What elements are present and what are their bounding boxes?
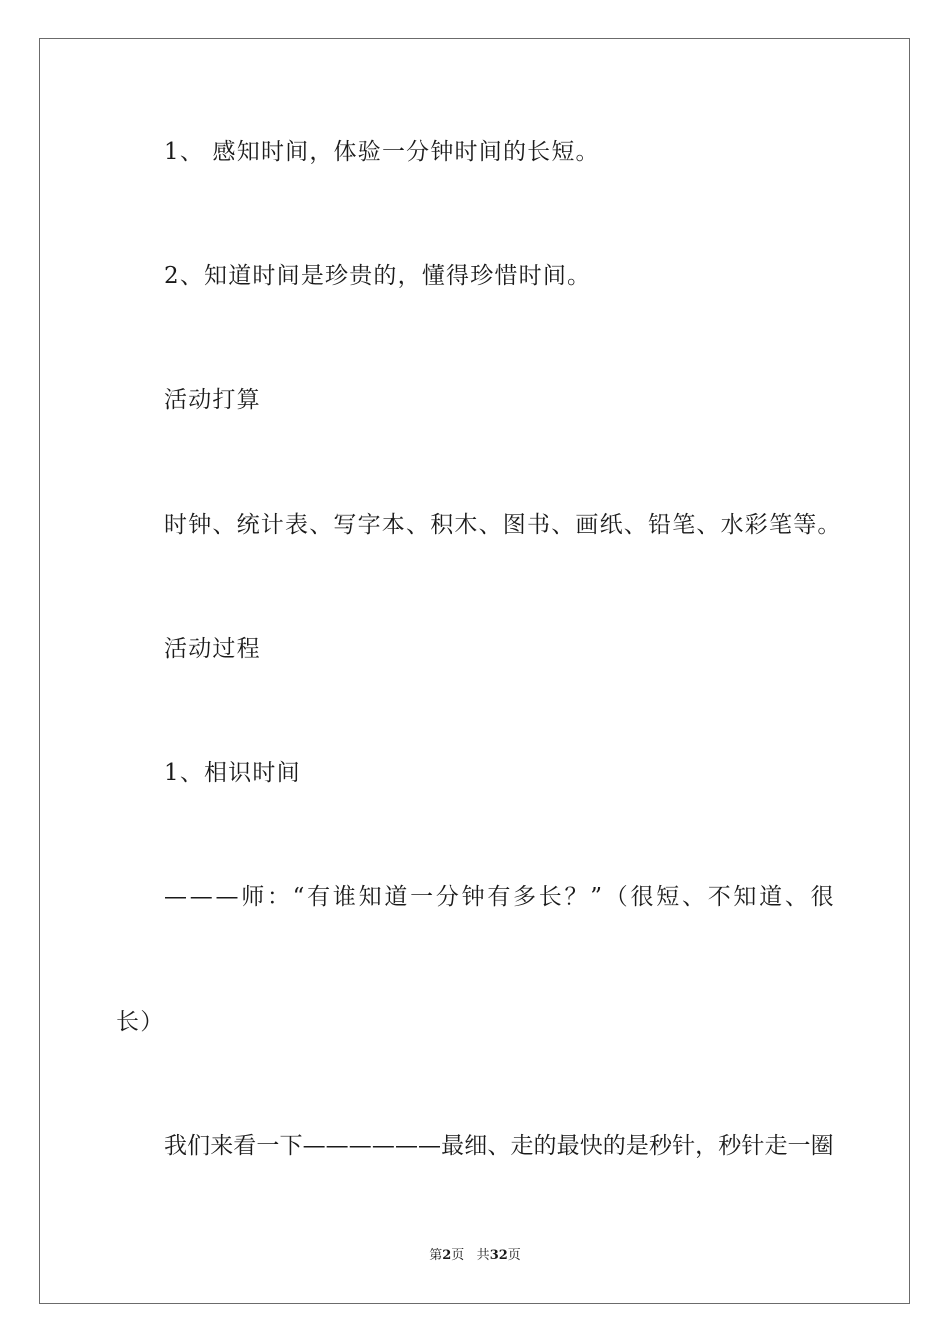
- section-heading-process: 活动过程: [164, 636, 261, 662]
- footer-total-pages: 32: [489, 1248, 508, 1263]
- glyph: 有: [307, 884, 331, 910]
- footer-page-suffix: 页: [451, 1248, 465, 1263]
- glyph: 细: [464, 1133, 488, 1159]
- dialogue-line-1: [164, 883, 834, 911]
- glyph: 、: [681, 884, 705, 910]
- glyph: 分: [435, 884, 459, 910]
- glyph: 走: [510, 1133, 534, 1159]
- glyph: 最: [556, 1133, 580, 1159]
- glyph: ，: [695, 1133, 719, 1159]
- glyph: 道: [759, 884, 783, 910]
- glyph: 是: [625, 1133, 649, 1159]
- glyph: 针: [672, 1133, 696, 1159]
- glyph: 秒: [648, 1133, 672, 1159]
- glyph: 不: [707, 884, 731, 910]
- glyph: ？: [564, 884, 588, 910]
- glyph: ”: [590, 884, 603, 910]
- glyph: 很: [630, 884, 654, 910]
- glyph: —: [189, 884, 213, 910]
- glyph: 短: [656, 884, 680, 910]
- glyph: —: [348, 1133, 372, 1159]
- glyph: —: [418, 1133, 442, 1159]
- glyph: —: [325, 1133, 349, 1159]
- glyph: 师: [241, 884, 265, 910]
- glyph: 谁: [332, 884, 356, 910]
- footer-total-prefix: 共: [476, 1248, 490, 1263]
- glyph: 圈: [810, 1133, 834, 1159]
- glyph: 钟: [461, 884, 485, 910]
- page-footer: [0, 1248, 950, 1264]
- glyph: 最: [441, 1133, 465, 1159]
- glyph: 、: [487, 1133, 511, 1159]
- glyph: 下: [279, 1133, 303, 1159]
- glyph: “: [292, 884, 305, 910]
- goal-item-2: 2、知道时间是珍贵的，懂得珍惜时间。: [164, 263, 592, 289]
- glyph: —: [215, 884, 239, 910]
- glyph: 走: [764, 1133, 788, 1159]
- glyph: 一: [787, 1133, 811, 1159]
- glyph: 一: [410, 884, 434, 910]
- glyph: 多: [513, 884, 537, 910]
- glyph: —: [302, 1133, 326, 1159]
- materials-list: 时钟、统计表、写字本、积木、图书、画纸、铅笔、水彩笔等。: [164, 512, 842, 538]
- glyph: ：: [266, 884, 290, 910]
- glyph: 看: [233, 1133, 257, 1159]
- glyph: 来: [210, 1133, 234, 1159]
- glyph: 很: [810, 884, 834, 910]
- glyph: 我: [164, 1133, 187, 1159]
- glyph: 有: [487, 884, 511, 910]
- glyph: 们: [187, 1133, 211, 1159]
- footer-prefix: 第: [429, 1248, 443, 1263]
- glyph: 的: [602, 1133, 626, 1159]
- section-heading-preparation: 活动打算: [164, 387, 261, 413]
- glyph: —: [371, 1133, 395, 1159]
- glyph: 一: [256, 1133, 280, 1159]
- glyph: 长: [538, 884, 562, 910]
- glyph: 知: [358, 884, 382, 910]
- glyph: —: [164, 884, 187, 910]
- glyph: 快: [579, 1133, 603, 1159]
- page-border: [39, 38, 910, 1304]
- glyph: 知: [733, 884, 757, 910]
- glyph: 的: [533, 1133, 557, 1159]
- dialogue-line-2: 长）: [116, 1009, 165, 1035]
- glyph: 秒: [718, 1133, 742, 1159]
- step-1-title: 1、相识时间: [164, 760, 301, 786]
- footer-total-suffix: 页: [507, 1248, 521, 1263]
- glyph: （: [604, 884, 628, 910]
- glyph: 针: [741, 1133, 765, 1159]
- footer-current-page: 2: [442, 1248, 452, 1263]
- glyph: 道: [384, 884, 408, 910]
- observe-line: [164, 1132, 834, 1160]
- goal-item-1: 1、 感知时间，体验一分钟时间的长短。: [164, 139, 600, 165]
- glyph: 、: [784, 884, 808, 910]
- glyph: —: [394, 1133, 418, 1159]
